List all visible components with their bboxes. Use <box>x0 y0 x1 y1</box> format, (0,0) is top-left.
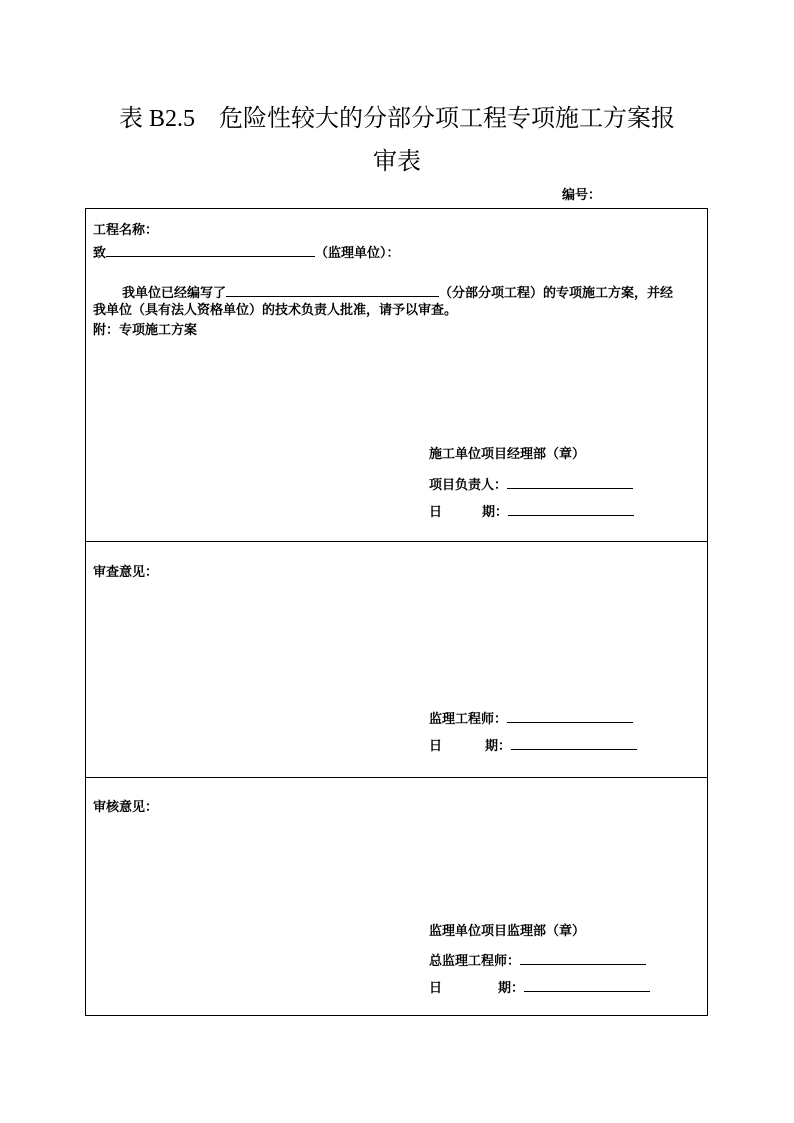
project-name-label: 工程名称： <box>93 223 159 238</box>
addressee-line <box>93 243 400 262</box>
audit-opinion-label: 审核意见： <box>93 800 159 815</box>
application-section <box>86 209 707 542</box>
project-manager-label: 项目负责人： <box>429 478 508 493</box>
date-label-period: 期： <box>498 981 525 996</box>
supervising-engineer-line <box>429 709 633 728</box>
body-prefix: 我单位已经编写了 <box>122 286 227 301</box>
supervision-unit-field[interactable] <box>106 243 315 257</box>
addressee-prefix: 致 <box>93 246 107 261</box>
form-table <box>85 208 708 1016</box>
addressee-suffix: （监理单位）： <box>315 246 400 261</box>
supervising-engineer-label: 监理工程师： <box>429 712 508 727</box>
review-opinion-label: 审查意见： <box>93 565 159 580</box>
chief-engineer-field[interactable] <box>520 951 646 965</box>
date-label-period: 期： <box>482 505 509 520</box>
chief-engineer-label: 总监理工程师： <box>429 954 521 969</box>
project-manager-field[interactable] <box>507 475 633 489</box>
chief-engineer-line <box>429 951 646 970</box>
form-title-line1: 危险性较大的分部分项工程专项施工方案报 <box>219 104 675 132</box>
serial-number-label: 编号： <box>562 188 602 203</box>
date-field-3[interactable] <box>524 978 650 992</box>
contractor-org-label: 施工单位项目经理部（章） <box>429 447 586 462</box>
date-line-2 <box>429 736 637 755</box>
body-line-2: 我单位（具有法人资格单位）的技术负责人批准，请予以审查。 <box>93 303 458 318</box>
date-line-1 <box>429 502 634 521</box>
body-suffix: （分部分项工程）的专项施工方案，并经 <box>439 286 674 301</box>
supervising-engineer-field[interactable] <box>507 709 633 723</box>
date-label-day: 日 <box>429 739 443 754</box>
date-label-period: 期： <box>485 739 512 754</box>
date-line-3 <box>429 978 650 997</box>
date-label-day: 日 <box>429 505 443 520</box>
date-label-day: 日 <box>429 981 443 996</box>
form-title <box>0 101 794 136</box>
supervision-org-label: 监理单位项目监理部（章） <box>429 924 586 939</box>
date-field-1[interactable] <box>508 502 634 516</box>
form-title-line2: 审表 <box>373 147 421 175</box>
form-code: 表 B2.5 <box>118 106 195 132</box>
audit-section <box>86 777 707 1015</box>
body-line-1 <box>122 283 673 302</box>
sub-project-field[interactable] <box>226 283 439 297</box>
date-field-2[interactable] <box>511 736 637 750</box>
project-manager-line <box>429 475 633 494</box>
review-section <box>86 541 707 778</box>
attachment-label: 附：专项施工方案 <box>93 323 198 338</box>
